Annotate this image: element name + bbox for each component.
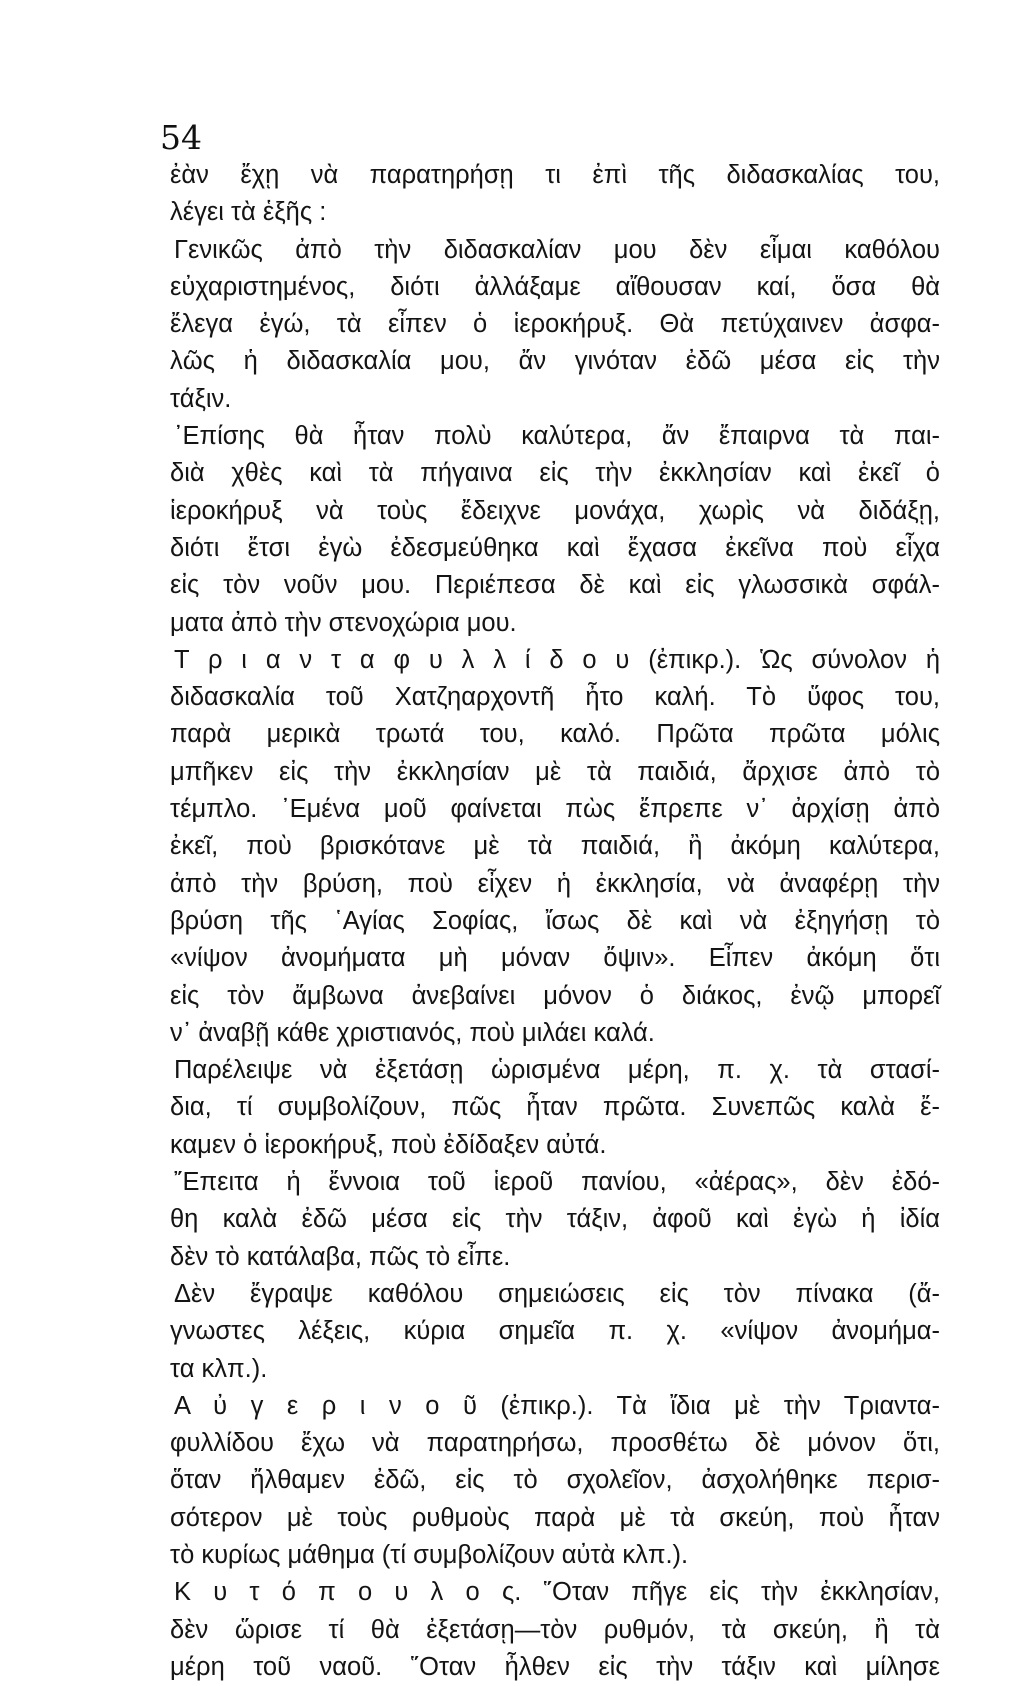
text-line: εὐχαριστημένος, διότι ἀλλάξαμε αἴθουσαν καί, ὅσα θὰ	[170, 272, 940, 301]
text-line: βρύση τῆς ῾Αγίας Σοφίας, ἴσως δὲ καὶ νὰ ἐξηγήσῃ τὸ	[170, 906, 940, 935]
text-line: θη καλὰ ἐδῶ μέσα εἰς τὴν τάξιν, ἀφοῦ καὶ ἐγὼ ἡ ἰδία	[170, 1205, 940, 1234]
text-line: δὲν τὸ κατάλαβα, πῶς τὸ εἶπε.	[170, 1242, 511, 1271]
text-line: μέρη τοῦ ναοῦ. ῞Οταν ἦλθεν εἰς τὴν τάξιν καὶ μίλησε	[170, 1652, 940, 1681]
text-line: ὅταν ἤλθαμεν ἐδῶ, εἰς τὸ σχολεῖον, ἀσχολήθηκε περισ-	[170, 1466, 940, 1495]
text-line: ματα ἀπὸ τὴν στενοχώρια μου.	[170, 608, 517, 637]
text-line: ἔλεγα ἐγώ, τὰ εἶπεν ὁ ἱεροκήρυξ. Θὰ πετύχαινεν ἀσφα-	[170, 310, 940, 339]
text-line: τα κλπ.).	[170, 1354, 268, 1383]
text-line: γνωστες λέξεις, κύρια σημεῖα π. χ. «νίψον ἀνομήμα-	[170, 1317, 940, 1346]
text-line: τέμπλο. ᾽Εμένα μοῦ φαίνεται πὼς ἔπρεπε ν᾽ ἀρχίσῃ ἀπὸ	[170, 795, 940, 824]
text-line: εἰς τὸν ἄμβωνα ἀνεβαίνει μόνον ὁ διάκος, ἐνῷ μπορεῖ	[170, 981, 940, 1010]
text-line: καμεν ὁ ἱεροκήρυξ, ποὺ ἐδίδαξεν αὐτά.	[170, 1130, 607, 1159]
text-line: παρὰ μερικὰ τρωτά του, καλό. Πρῶτα πρῶτα μόλις	[170, 720, 940, 749]
text-line: τὸ κυρίως μάθημα (τί συμβολίζουν αὐτὰ κλπ.).	[170, 1540, 689, 1569]
text-line: διότι ἔτσι ἐγὼ ἐδεσμεύθηκα καὶ ἔχασα ἐκεῖνα ποὺ εἶχα	[170, 533, 940, 562]
text-line: ἱεροκήρυξ νὰ τοὺς ἔδειχνε μονάχα, χωρὶς νὰ διδάξῃ,	[170, 496, 940, 525]
text-line: διὰ χθὲς καὶ τὰ πήγαινα εἰς τὴν ἐκκλησίαν καὶ ἐκεῖ ὁ	[170, 459, 940, 488]
body-text	[170, 157, 940, 1686]
text-line: σότερον μὲ τοὺς ρυθμοὺς παρὰ μὲ τὰ σκεύη, ποὺ ἦταν	[170, 1503, 940, 1532]
text-line: φυλλίδου ἔχω νὰ παρατηρήσω, προσθέτω δὲ μόνον ὅτι,	[170, 1429, 940, 1458]
text-line: δὲν ὥρισε τί θὰ ἐξετάσῃ—τὸν ρυθμόν, τὰ σκεύη, ἢ τὰ	[170, 1615, 940, 1644]
text-line: λῶς ἡ διδασκαλία μου, ἄν γινόταν ἐδῶ μέσα εἰς τὴν	[170, 347, 940, 376]
text-line: ἀπὸ τὴν βρύση, ποὺ εἶχεν ἡ ἐκκλησία, νὰ ἀναφέρῃ τὴν	[170, 869, 940, 898]
text-line: διδασκαλία τοῦ Χατζηαρχοντῆ ἦτο καλή. Τὸ ὕφος του,	[170, 683, 940, 712]
text-line: Κ υ τ ό π ο υ λ ο ς. ῞Οταν πῆγε εἰς τὴν ἐκκλησίαν,	[174, 1578, 940, 1607]
text-line: εἰς τὸν νοῦν μου. Περιέπεσα δὲ καὶ εἰς γλωσσικὰ σφάλ-	[170, 571, 940, 600]
text-line: «νίψον ἀνομήματα μὴ μόναν ὄψιν». Εἶπεν ἀκόμη ὅτι	[170, 944, 940, 973]
text-line: μπῆκεν εἰς τὴν ἐκκλησίαν μὲ τὰ παιδιά, ἄρχισε ἀπὸ τὸ	[170, 757, 940, 786]
text-line: Γενικῶς ἀπὸ τὴν διδασκαλίαν μου δὲν εἶμαι καθόλου	[174, 235, 940, 264]
page-number: 54	[160, 118, 202, 157]
text-line: τάξιν.	[170, 384, 232, 413]
text-line: ἐκεῖ, ποὺ βρισκότανε μὲ τὰ παιδιά, ἢ ἀκόμη καλύτερα,	[170, 832, 940, 861]
text-line: Α ὐ γ ε ρ ι ν ο ῦ (ἐπικρ.). Τὰ ἴδια μὲ τὴν Τριαντα-	[174, 1391, 940, 1420]
text-line: λέγει τὰ ἑξῆς :	[170, 198, 327, 227]
text-line: ᾽Επίσης θὰ ἦταν πολὺ καλύτερα, ἄν ἔπαιρνα τὰ παι-	[174, 422, 940, 451]
text-line: Τ ρ ι α ν τ α φ υ λ λ ί δ ο υ (ἐπικρ.). Ὡς σύνολον ἡ	[174, 645, 940, 674]
text-line: ν᾽ ἀναβῇ κάθε χριστιανός, ποὺ μιλάει καλά.	[170, 1018, 655, 1047]
text-line: Δὲν ἔγραψε καθόλου σημειώσεις εἰς τὸν πίνακα (ἄ-	[174, 1279, 940, 1308]
text-line: Παρέλειψε νὰ ἐξετάσῃ ὡρισμένα μέρη, π. χ. τὰ στασί-	[174, 1056, 940, 1085]
text-line: ἐὰν ἔχῃ νὰ παρατηρήσῃ τι ἐπὶ τῆς διδασκαλίας του,	[170, 161, 940, 189]
text-line: ῎Επειτα ἡ ἔννοια τοῦ ἱεροῦ πανίου, «ἀέρας», δὲν ἐδό-	[174, 1168, 940, 1197]
text-line: δια, τί συμβολίζουν, πῶς ἦταν πρῶτα. Συνεπῶς καλὰ ἔ-	[170, 1093, 940, 1122]
